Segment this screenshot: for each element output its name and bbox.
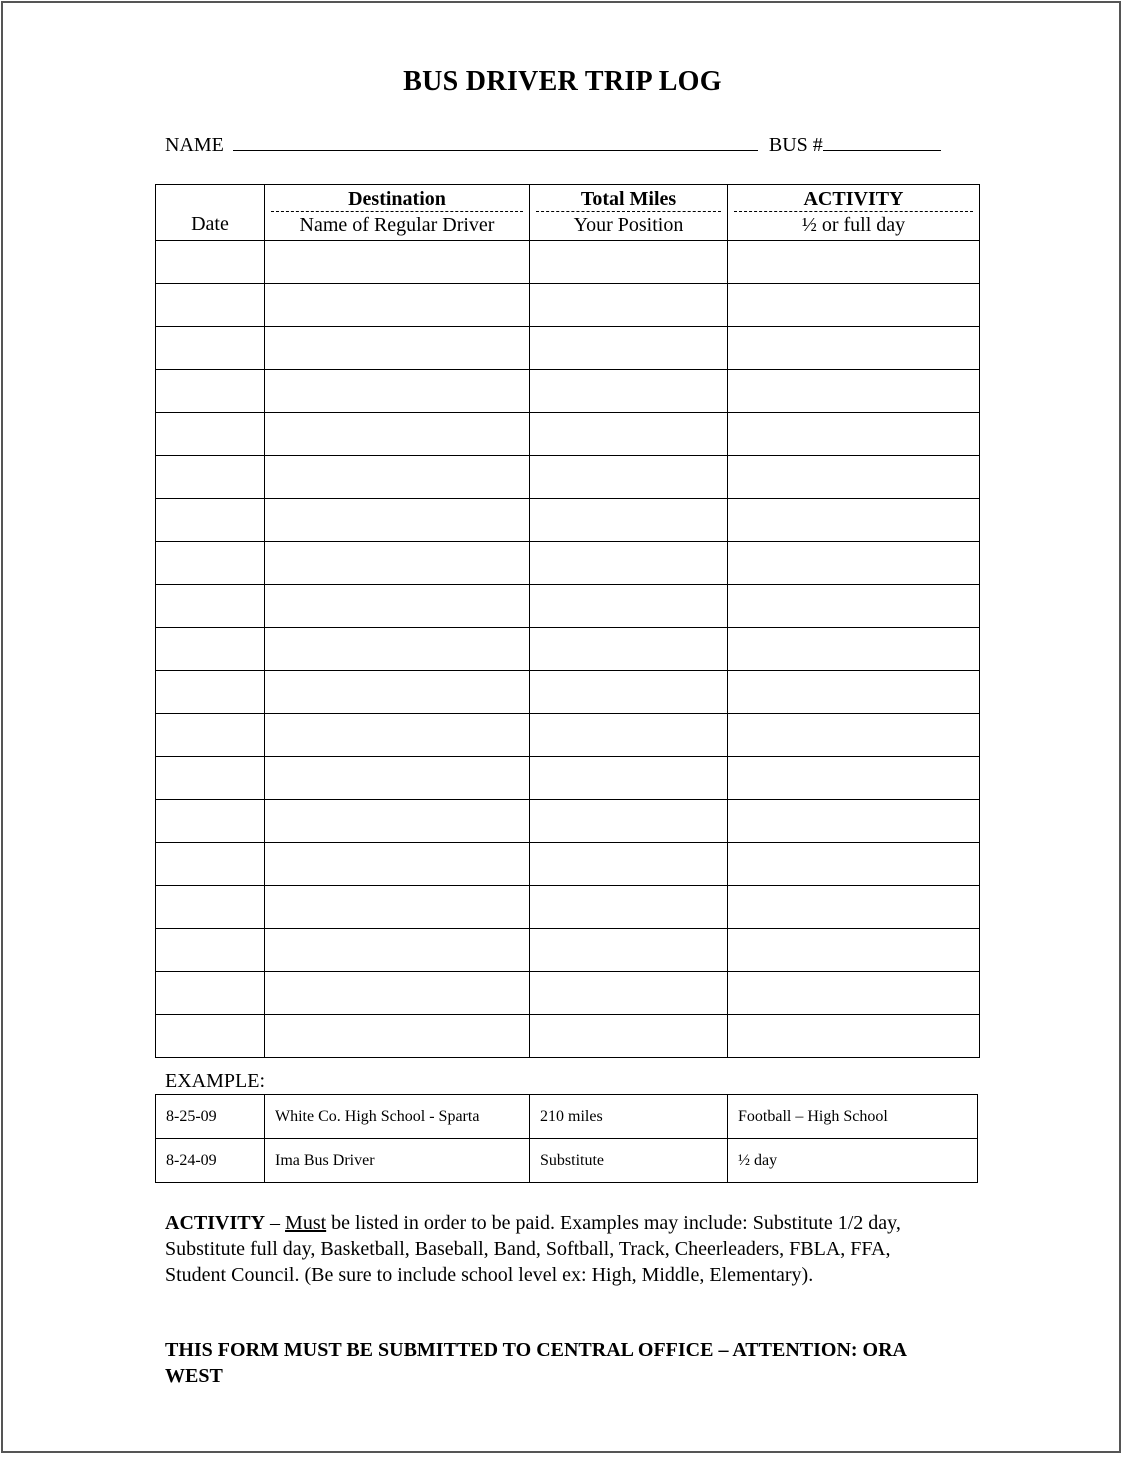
name-label: NAME: [165, 134, 224, 156]
example-date: 8-25-09: [156, 1095, 265, 1139]
destination-cell[interactable]: [265, 542, 530, 585]
log-row: [156, 929, 980, 972]
log-row: [156, 757, 980, 800]
date-cell[interactable]: [156, 1015, 265, 1058]
date-cell[interactable]: [156, 499, 265, 542]
example-activity: Football – High School: [728, 1095, 978, 1139]
log-row: [156, 714, 980, 757]
example-row: [156, 1095, 978, 1139]
bus-number-field[interactable]: [823, 136, 941, 151]
activity-cell[interactable]: [728, 714, 980, 757]
miles-cell[interactable]: [530, 542, 728, 585]
activity-cell[interactable]: [728, 1015, 980, 1058]
log-row: [156, 413, 980, 456]
example-miles: 210 miles: [530, 1095, 728, 1139]
miles-cell[interactable]: [530, 585, 728, 628]
example-row: [156, 1139, 978, 1183]
log-row: [156, 499, 980, 542]
date-cell[interactable]: [156, 241, 265, 284]
log-row: [156, 628, 980, 671]
regular-driver-header-label: Name of Regular Driver: [299, 214, 495, 236]
miles-cell[interactable]: [530, 284, 728, 327]
example-date: 8-24-09: [156, 1139, 265, 1183]
half-full-day-header-label: ½ or full day: [801, 214, 906, 236]
trip-log-table: [155, 184, 980, 1058]
activity-cell[interactable]: [728, 972, 980, 1015]
date-cell[interactable]: [156, 714, 265, 757]
destination-cell[interactable]: [265, 413, 530, 456]
date-cell[interactable]: [156, 671, 265, 714]
miles-cell[interactable]: [530, 886, 728, 929]
miles-cell[interactable]: [530, 972, 728, 1015]
miles-cell[interactable]: [530, 413, 728, 456]
activity-note: [165, 1210, 955, 1288]
destination-cell[interactable]: [265, 843, 530, 886]
log-row: [156, 972, 980, 1015]
activity-cell[interactable]: [728, 886, 980, 929]
log-row: [156, 671, 980, 714]
log-row: [156, 370, 980, 413]
activity-cell[interactable]: [728, 542, 980, 585]
destination-cell[interactable]: [265, 929, 530, 972]
activity-cell[interactable]: [728, 284, 980, 327]
destination-cell[interactable]: [265, 714, 530, 757]
activity-cell[interactable]: [728, 628, 980, 671]
activity-cell[interactable]: [728, 241, 980, 284]
log-row: [156, 241, 980, 284]
miles-cell[interactable]: [530, 370, 728, 413]
destination-cell[interactable]: [265, 1015, 530, 1058]
activity-header-label: ACTIVITY: [734, 185, 973, 212]
destination-cell[interactable]: [265, 972, 530, 1015]
activity-cell[interactable]: [728, 929, 980, 972]
activity-cell[interactable]: [728, 757, 980, 800]
miles-cell[interactable]: [530, 671, 728, 714]
destination-cell[interactable]: [265, 327, 530, 370]
date-cell[interactable]: [156, 284, 265, 327]
activity-note-text: be listed in order to be paid. Examples may include: Substitute 1/2 day, Substitute full day, Basketball, Baseball, Band, Softball, Track, Cheerleaders, FBLA, FFA, Student Council. (Be sure to include school level ex: High, Middle, Elementary).: [165, 1212, 901, 1286]
activity-cell[interactable]: [728, 413, 980, 456]
example-regular-driver: Ima Bus Driver: [265, 1139, 530, 1183]
destination-cell[interactable]: [265, 628, 530, 671]
activity-note-dash: –: [265, 1212, 286, 1234]
activity-note-must: Must: [285, 1212, 327, 1234]
destination-cell[interactable]: [265, 585, 530, 628]
log-row: [156, 800, 980, 843]
example-label: EXAMPLE:: [165, 1070, 265, 1092]
example-table: [155, 1094, 978, 1183]
destination-cell[interactable]: [265, 800, 530, 843]
date-cell[interactable]: [156, 929, 265, 972]
log-row: [156, 456, 980, 499]
destination-header: [265, 185, 530, 241]
name-bus-line: [165, 134, 941, 157]
total-miles-header: [530, 185, 728, 241]
log-row: [156, 843, 980, 886]
submit-instructions: THIS FORM MUST BE SUBMITTED TO CENTRAL OFFICE – ATTENTION: ORA WEST: [165, 1339, 906, 1387]
example-day-length: ½ day: [728, 1139, 978, 1183]
destination-cell[interactable]: [265, 284, 530, 327]
log-row: [156, 284, 980, 327]
activity-cell[interactable]: [728, 499, 980, 542]
destination-cell[interactable]: [265, 671, 530, 714]
destination-cell[interactable]: [265, 499, 530, 542]
log-row: [156, 327, 980, 370]
activity-header: [728, 185, 980, 241]
miles-cell[interactable]: [530, 757, 728, 800]
activity-cell[interactable]: [728, 585, 980, 628]
log-row: [156, 585, 980, 628]
date-cell[interactable]: [156, 886, 265, 929]
name-field[interactable]: [233, 136, 758, 151]
your-position-header-label: Your Position: [573, 214, 684, 236]
miles-cell[interactable]: [530, 499, 728, 542]
miles-cell[interactable]: [530, 843, 728, 886]
miles-cell[interactable]: [530, 241, 728, 284]
date-cell[interactable]: [156, 327, 265, 370]
table-header-row: [156, 185, 980, 241]
bus-label: BUS #: [768, 134, 823, 156]
date-cell[interactable]: [156, 370, 265, 413]
date-cell[interactable]: [156, 972, 265, 1015]
activity-cell[interactable]: [728, 370, 980, 413]
destination-cell[interactable]: [265, 757, 530, 800]
example-position: Substitute: [530, 1139, 728, 1183]
date-cell[interactable]: [156, 843, 265, 886]
date-cell[interactable]: [156, 585, 265, 628]
date-cell[interactable]: [156, 628, 265, 671]
log-row: [156, 542, 980, 585]
destination-cell[interactable]: [265, 886, 530, 929]
miles-cell[interactable]: [530, 456, 728, 499]
log-row: [156, 1015, 980, 1058]
date-cell[interactable]: [156, 757, 265, 800]
date-cell[interactable]: [156, 542, 265, 585]
activity-cell[interactable]: [728, 800, 980, 843]
destination-cell[interactable]: [265, 370, 530, 413]
miles-cell[interactable]: [530, 327, 728, 370]
activity-note-heading: ACTIVITY: [165, 1212, 266, 1234]
activity-cell[interactable]: [728, 671, 980, 714]
activity-cell[interactable]: [728, 456, 980, 499]
form-title: BUS DRIVER TRIP LOG: [403, 66, 722, 97]
destination-cell[interactable]: [265, 456, 530, 499]
destination-header-label: Destination: [271, 185, 523, 212]
miles-cell[interactable]: [530, 800, 728, 843]
total-miles-header-label: Total Miles: [536, 185, 721, 212]
date-cell[interactable]: [156, 456, 265, 499]
date-cell[interactable]: [156, 800, 265, 843]
miles-cell[interactable]: [530, 929, 728, 972]
example-destination: White Co. High School - Sparta: [265, 1095, 530, 1139]
miles-cell[interactable]: [530, 628, 728, 671]
log-row: [156, 886, 980, 929]
miles-cell[interactable]: [530, 714, 728, 757]
date-cell[interactable]: [156, 413, 265, 456]
destination-cell[interactable]: [265, 241, 530, 284]
date-header: Date: [156, 185, 265, 241]
activity-cell[interactable]: [728, 843, 980, 886]
miles-cell[interactable]: [530, 1015, 728, 1058]
activity-cell[interactable]: [728, 327, 980, 370]
